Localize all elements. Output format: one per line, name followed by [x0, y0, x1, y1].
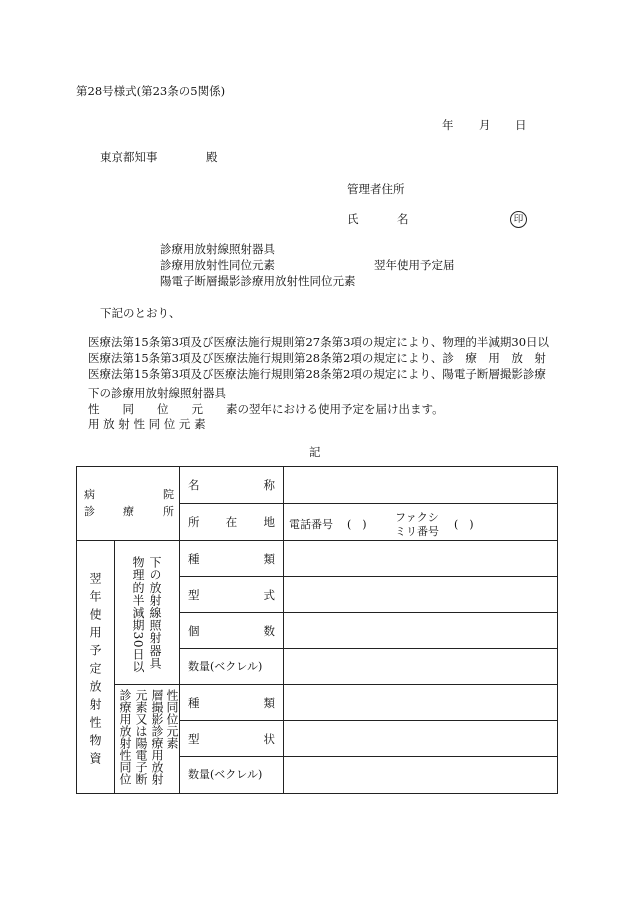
manager-name-label-2: 名: [397, 212, 409, 226]
form-table: [76, 466, 558, 794]
group1-col2: 物理的半減期30日以: [131, 556, 145, 674]
group1-cell: [115, 541, 180, 685]
law-line-2: 医療法第15条第3項及び医療法施行規則第28条第2項の規定により、診 療 用 放 射: [88, 351, 546, 365]
model-value-cell[interactable]: [284, 577, 558, 613]
phone-label: 電話番号: [289, 518, 333, 531]
count-value-cell[interactable]: [284, 613, 558, 649]
subject-line-3: 陽電子断層撮影診療用放射性同位元素: [160, 274, 356, 288]
date-day: 日: [515, 118, 527, 132]
addressee-honorific: 殿: [206, 150, 218, 164]
ki-heading: 記: [309, 445, 321, 459]
shape-label-cell: 型 状: [180, 721, 284, 757]
phone-paren: ( ): [347, 518, 367, 531]
law-line-5: 性 同 位 元 素の翌年における使用予定を届け出ます。: [88, 402, 444, 416]
group2-col1: 性同位元素: [165, 689, 179, 749]
main-group-label: 翌年使用予定放射性物資: [88, 572, 102, 770]
group2-col4: 診療用放射性同位: [118, 689, 132, 785]
group1-col1: 下の放射線照射器具: [148, 556, 162, 670]
law-line-1: 医療法第15条第3項及び医療法施行規則第27条第3項の規定により、物理的半減期30日以: [88, 335, 550, 349]
type2-label-cell: 種 類: [180, 685, 284, 721]
law-line-4: 下の診療用放射線照射器具: [88, 386, 226, 400]
shape-value-cell[interactable]: [284, 721, 558, 757]
model-label-cell: 型 式: [180, 577, 284, 613]
subject-suffix: 翌年使用予定届: [374, 258, 455, 272]
fax-label-2: ミリ番号: [395, 525, 439, 538]
subject-line-1: 診療用放射線照射器具: [160, 242, 275, 256]
manager-name-label-1: 氏: [347, 212, 359, 226]
qty-label-cell: 数量(ベクレル): [180, 649, 284, 685]
group2-cell: [115, 685, 180, 794]
addressee-name: 東京都知事: [100, 150, 158, 164]
facility-type-cell: 病 院 診 療 所: [77, 467, 180, 541]
intro-text: 下記のとおり、: [100, 306, 181, 320]
fax-label-1: ファクシ: [395, 511, 439, 524]
seal-mark: 印: [510, 211, 527, 228]
date-month: 月: [479, 118, 491, 132]
contact-cell[interactable]: [284, 504, 558, 541]
qty2-value-cell[interactable]: [284, 757, 558, 794]
form-number: 第28号様式(第23条の5関係): [76, 84, 226, 98]
type-label-cell: 種 類: [180, 541, 284, 577]
subject-line-2: 診療用放射性同位元素: [160, 258, 275, 272]
date-year: 年: [442, 118, 454, 132]
manager-address-label: 管理者住所: [347, 182, 405, 196]
law-line-3: 医療法第15条第3項及び医療法施行規則第28条第2項の規定により、陽電子断層撮影診療: [88, 367, 546, 381]
fax-paren: ( ): [454, 518, 474, 531]
group2-col3: 元素又は陽電子断: [134, 689, 148, 785]
name-label-cell: 名 称: [180, 467, 284, 504]
location-label-cell: 所 在 地: [180, 504, 284, 541]
group2-col2: 層撮影診療用放射: [150, 689, 164, 785]
type2-value-cell[interactable]: [284, 685, 558, 721]
count-label-cell: 個 数: [180, 613, 284, 649]
law-line-6: 用 放 射 性 同 位 元 素: [88, 417, 206, 431]
type-value-cell[interactable]: [284, 541, 558, 577]
name-value-cell[interactable]: [284, 467, 558, 504]
qty2-label-cell: 数量(ベクレル): [180, 757, 284, 794]
qty-value-cell[interactable]: [284, 649, 558, 685]
main-group-cell: [77, 541, 115, 794]
